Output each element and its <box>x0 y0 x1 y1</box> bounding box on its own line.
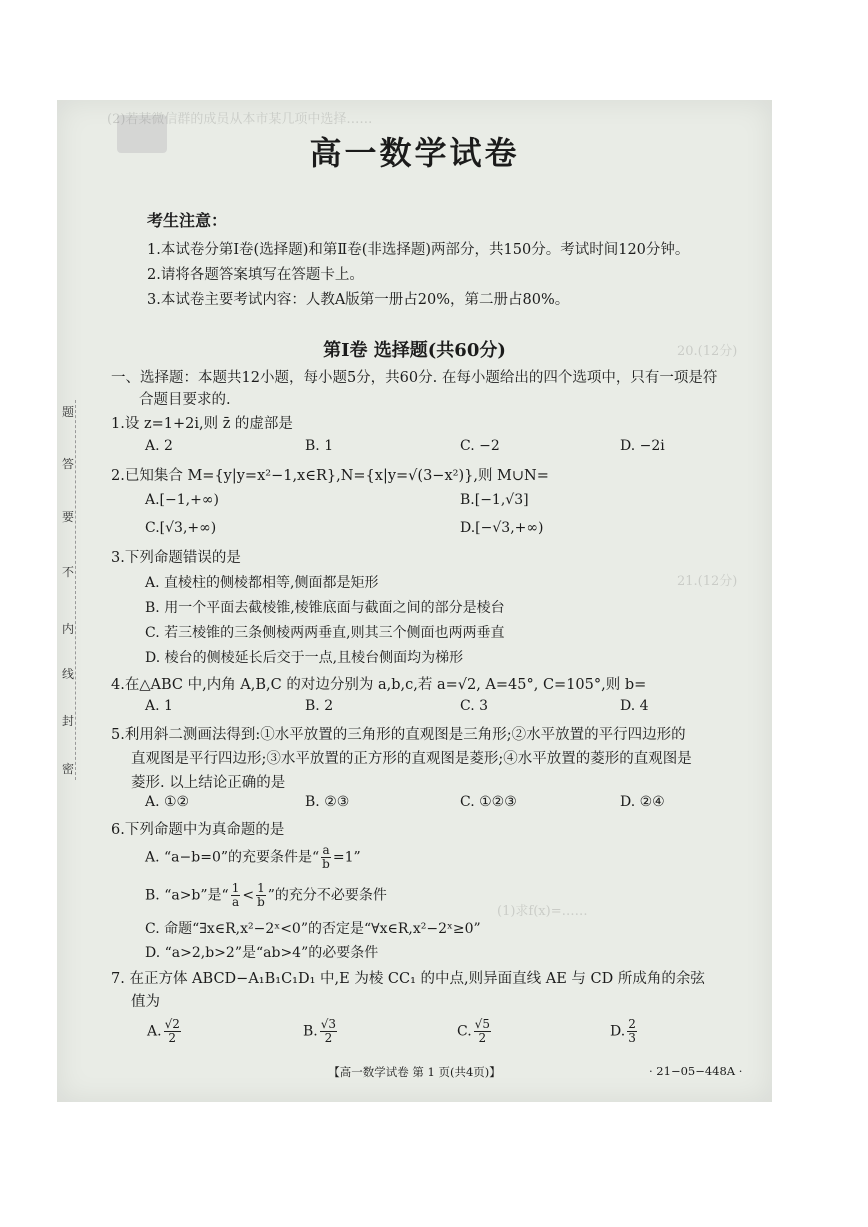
fraction-numerator: √5 <box>474 1017 490 1031</box>
question-4-option-a: A. 1 <box>145 698 173 714</box>
option-label: D. <box>610 1023 626 1040</box>
question-5-option-a: A. ①② <box>145 794 190 810</box>
question-7-stem: 7. 在正方体 ABCD−A₁B₁C₁D₁ 中,E 为棱 CC₁ 的中点,则异面直线 AE 与 CD 所成角的余弦 <box>111 971 705 987</box>
question-6-option-b <box>145 882 387 909</box>
fraction-numerator: a <box>322 843 330 857</box>
option-text: A. “a−b=0”的充要条件是“ <box>145 849 320 866</box>
section-title: 第Ⅰ卷 选择题(共60分) <box>323 340 506 361</box>
question-7-option-d <box>610 1018 639 1045</box>
fraction-denominator: 3 <box>628 1031 636 1045</box>
question-3-stem: 3.下列命题错误的是 <box>111 550 241 566</box>
fraction-denominator: 2 <box>478 1031 487 1045</box>
fraction-denominator: b <box>257 895 265 909</box>
fraction-numerator: √3 <box>320 1017 337 1031</box>
fraction <box>627 1018 637 1045</box>
question-6-stem: 6.下列命题中为真命题的是 <box>111 822 285 838</box>
notice-item: 2.请将各题答案填写在答题卡上。 <box>147 267 364 283</box>
question-1-stem: 1.设 z=1+2i,则 z̄ 的虚部是 <box>111 416 293 432</box>
question-3-option-b: B. 用一个平面去截棱锥,棱锥底面与截面之间的部分是棱台 <box>145 600 505 616</box>
option-text: ”的充分不必要条件 <box>267 887 387 904</box>
notice-item: 3.本试卷主要考试内容：人教A版第一册占20%，第二册占80%。 <box>147 292 570 308</box>
option-label: B. <box>303 1023 318 1040</box>
binding-dash-line <box>75 400 77 780</box>
fraction-denominator: 2 <box>324 1031 333 1045</box>
fraction-denominator: b <box>322 857 330 871</box>
option-text: B. “a>b”是“ <box>145 887 229 904</box>
question-7-option-c <box>457 1018 493 1045</box>
fraction-numerator: 1 <box>231 881 240 895</box>
question-6-option-d: D. “a>2,b>2”是“ab>4”的必要条件 <box>145 945 379 961</box>
question-3-option-c: C. 若三棱锥的三条侧棱两两垂直,则其三个侧面也两两垂直 <box>145 625 505 641</box>
question-3-option-a: A. 直棱柱的侧棱都相等,侧面都是矩形 <box>145 575 379 591</box>
question-7-stem: 值为 <box>131 994 160 1010</box>
question-6-option-a <box>145 844 361 871</box>
bleed-through-text: 20.(12分) <box>677 344 738 359</box>
question-5-stem: 直观图是平行四边形;③水平放置的正方形的直观图是菱形;④水平放置的菱形的直观图是 <box>131 751 692 767</box>
question-2-option-b: B.[−1,√3] <box>460 492 529 508</box>
fraction <box>256 882 266 909</box>
question-2-option-d: D.[−√3,+∞) <box>460 520 544 536</box>
question-2-option-a: A.[−1,+∞) <box>145 492 219 508</box>
question-4-option-c: C. 3 <box>460 698 489 714</box>
notice-item: 1.本试卷分第Ⅰ卷(选择题)和第Ⅱ卷(非选择题)两部分，共150分。考试时间120分钟。 <box>147 242 690 258</box>
fraction-denominator: 2 <box>168 1031 177 1045</box>
fraction-numerator: 2 <box>628 1017 636 1031</box>
question-5-option-d: D. ②④ <box>620 794 665 810</box>
question-5-stem: 5.利用斜二测画法得到:①水平放置的三角形的直观图是三角形;②水平放置的平行四边形的 <box>111 727 686 743</box>
margin-char: 线 <box>62 667 75 681</box>
page-footer: 【高一数学试卷 第 1 页(共4页)】 <box>328 1065 501 1079</box>
question-2-stem: 2.已知集合 M={y|y=x²−1,x∈R},N={x|y=√(3−x²)},则 M∪N= <box>111 468 549 484</box>
fraction <box>321 844 331 871</box>
fraction-denominator: a <box>231 895 240 909</box>
question-1-option-d: D. −2i <box>620 438 665 454</box>
question-7-option-b <box>303 1018 339 1045</box>
margin-char: 封 <box>62 714 75 728</box>
page-code: · 21−05−448A · <box>649 1064 743 1078</box>
less-than-sign: < <box>242 887 255 904</box>
section-intro: 合题目要求的. <box>139 392 231 408</box>
page-title: 高一数学试卷 <box>309 134 520 172</box>
question-1-option-c: C. −2 <box>460 438 500 454</box>
fraction-numerator: √2 <box>164 1017 180 1031</box>
question-2-option-c: C.[√3,+∞) <box>145 520 217 536</box>
option-label: C. <box>457 1023 472 1040</box>
margin-char: 不 <box>62 565 75 579</box>
margin-char: 题 <box>62 405 75 419</box>
fraction-numerator: 1 <box>257 881 265 895</box>
question-7-option-a <box>147 1018 183 1045</box>
bleed-through-text: (1)求f(x)=…… <box>497 904 588 919</box>
question-1-option-a: A. 2 <box>145 438 173 454</box>
section-intro: 一、选择题：本题共12小题，每小题5分，共60分. 在每小题给出的四个选项中，只有一项是符 <box>111 370 718 386</box>
question-4-option-d: D. 4 <box>620 698 649 714</box>
margin-char: 答 <box>62 457 75 471</box>
question-4-stem: 4.在△ABC 中,内角 A,B,C 的对边分别为 a,b,c,若 a=√2, A=45°, C=105°,则 b= <box>111 677 647 693</box>
option-label: A. <box>147 1023 162 1040</box>
question-5-option-c: C. ①②③ <box>460 794 517 810</box>
fraction <box>231 882 241 909</box>
fraction <box>320 1018 337 1045</box>
question-5-option-b: B. ②③ <box>305 794 350 810</box>
option-text: =1” <box>332 849 361 866</box>
bleed-through-text: 21.(12分) <box>677 574 738 589</box>
question-1-option-b: B. 1 <box>305 438 334 454</box>
bleed-through-text: (2)若某微信群的成员从本市某几项中选择…… <box>107 112 373 127</box>
margin-char: 要 <box>62 510 75 524</box>
exam-paper <box>57 100 772 1102</box>
question-4-option-b: B. 2 <box>305 698 334 714</box>
question-6-option-c: C. 命题“∃x∈R,x²−2ˣ<0”的否定是“∀x∈R,x²−2ˣ≥0” <box>145 921 481 937</box>
notice-heading: 考生注意： <box>147 211 228 230</box>
question-3-option-d: D. 棱台的侧棱延长后交于一点,且棱台侧面均为梯形 <box>145 650 464 666</box>
fraction <box>474 1018 491 1045</box>
margin-char: 内 <box>62 622 75 636</box>
fraction <box>164 1018 181 1045</box>
margin-char: 密 <box>62 762 75 776</box>
question-5-stem: 菱形. 以上结论正确的是 <box>131 775 286 791</box>
